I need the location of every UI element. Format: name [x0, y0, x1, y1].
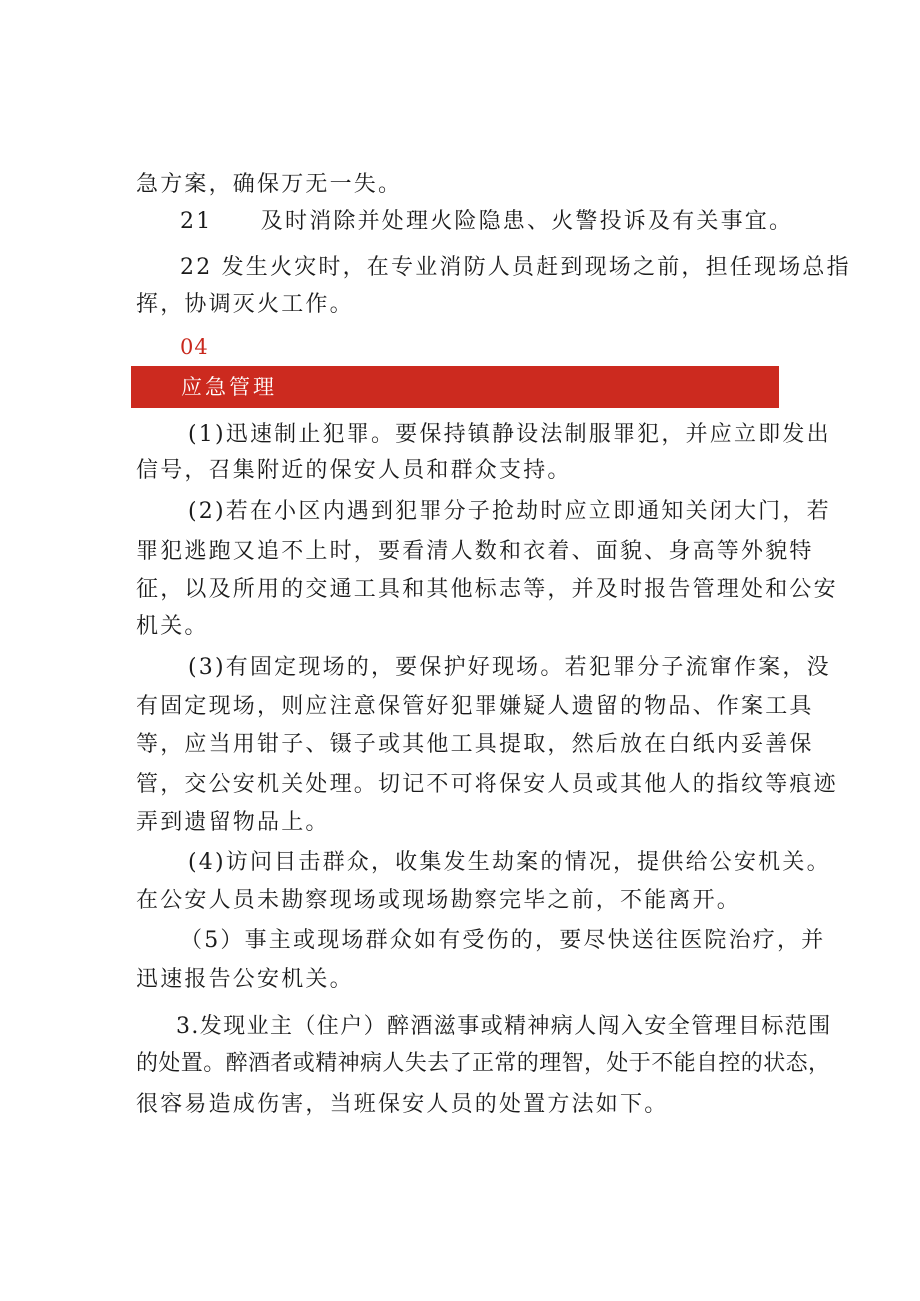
paragraph-3-line-3: 等，应当用钳子、镊子或其他工具提取，然后放在白纸内妥善保	[136, 732, 814, 757]
text-line-item-22: 22 发生火灾时，在专业消防人员赶到现场之前，担任现场总指	[180, 255, 851, 280]
text-line-item-21: 21 及时消除并处理火险隐患、火警投诉及有关事宜。	[180, 209, 794, 234]
paragraph-3-line-2: 有固定现场，则应注意保管好犯罪嫌疑人遗留的物品、作案工具	[136, 694, 814, 719]
paragraph-3-line-5: 弄到遗留物品上。	[136, 810, 330, 835]
paragraph-6-line-2: 的处置。醉酒者或精神病人失去了正常的理智，处于不能自控的状态，	[136, 1051, 831, 1076]
section-title: 应急管理	[181, 375, 277, 399]
paragraph-3-line-4: 管，交公安机关处理。切记不可将保安人员或其他人的指纹等痕迹	[136, 772, 838, 797]
paragraph-4-line-1: (4)访问目击群众，收集发生劫案的情况，提供给公安机关。	[188, 850, 831, 875]
paragraph-1-line-2: 信号，召集附近的保安人员和群众支持。	[136, 458, 572, 483]
text-line-item-22-cont: 挥，协调灭火工作。	[136, 292, 354, 317]
paragraph-5-line-1: （5）事主或现场群众如有受伤的，要尽快送往医院治疗，并	[180, 928, 826, 953]
paragraph-6-line-3: 很容易造成伤害，当班保安人员的处置方法如下。	[136, 1092, 669, 1117]
paragraph-2-line-4: 机关。	[136, 614, 209, 639]
text-line-continuation: 急方案，确保万无一失。	[136, 172, 403, 197]
section-banner	[131, 366, 779, 408]
paragraph-4-line-2: 在公安人员未勘察现场或现场勘察完毕之前，不能离开。	[136, 888, 742, 913]
paragraph-1-line-1: (1)迅速制止犯罪。要保持镇静设法制服罪犯，并应立即发出	[188, 422, 831, 447]
paragraph-5-line-2: 迅速报告公安机关。	[136, 967, 354, 992]
section-number: 04	[180, 335, 209, 359]
paragraph-3-line-1: (3)有固定现场的，要保护好现场。若犯罪分子流窜作案，没	[188, 655, 831, 680]
paragraph-2-line-3: 征，以及所用的交通工具和其他标志等，并及时报告管理处和公安	[136, 577, 838, 602]
paragraph-2-line-2: 罪犯逃跑又追不上时，要看清人数和衣着、面貌、身高等外貌特	[136, 539, 814, 564]
paragraph-2-line-1: (2)若在小区内遇到犯罪分子抢劫时应立即通知关闭大门，若	[188, 499, 831, 524]
paragraph-6-line-1: 3.发现业主（住户）醉酒滋事或精神病人闯入安全管理目标范围	[176, 1014, 832, 1039]
